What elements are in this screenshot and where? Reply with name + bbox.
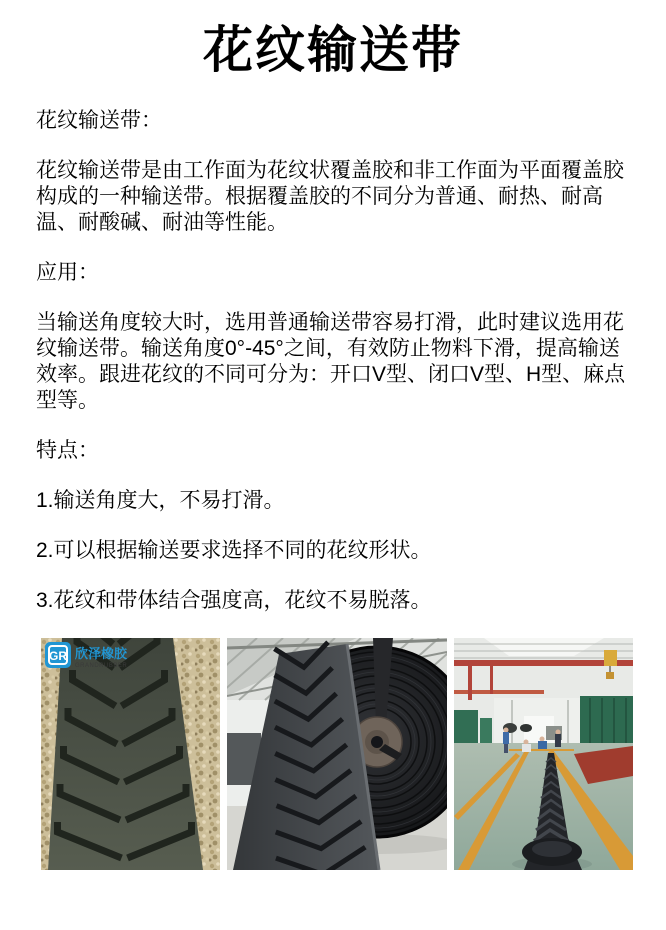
chevron-belt-illustration <box>41 638 220 870</box>
page-title: 花纹输送带 <box>203 22 463 78</box>
belt-roll-illustration <box>227 638 447 870</box>
product-photo-gallery <box>0 638 666 870</box>
feature-item-2: 2.可以根据输送要求选择不同的花纹形状。 <box>36 538 432 562</box>
features-heading: 特点： <box>36 438 99 462</box>
brand-logo <box>45 642 128 669</box>
photo-factory-floor-belt <box>454 638 633 870</box>
factory-floor-illustration <box>454 638 633 870</box>
application-paragraph: 当输送角度较大时，选用普通输送带容易打滑，此时建议选用花纹输送带。输送角度0°-45°之间，有效防止物料下滑，提高输送效率。跟进花纹的不同可分为：开口V型、闭口V型、H型、麻点型等。 <box>36 310 626 412</box>
feature-item-1: 1.输送角度大，不易打滑。 <box>36 488 285 512</box>
feature-item-3: 3.花纹和带体结合强度高，花纹不易脱落。 <box>36 588 432 612</box>
document-body <box>0 108 666 614</box>
intro-heading: 花纹输送带： <box>36 108 162 132</box>
brand-name-en: GRANDRUBBER <box>75 662 128 669</box>
photo-chevron-belt-closeup <box>41 638 220 870</box>
application-heading: 应用： <box>36 260 99 284</box>
photo-belt-roll-factory <box>227 638 447 870</box>
intro-paragraph: 花纹输送带是由工作面为花纹状覆盖胶和非工作面为平面覆盖胶构成的一种输送带。根据覆盖胶的不同分为普通、耐热、耐高温、耐酸碱、耐油等性能。 <box>36 158 624 234</box>
brand-name-cn: 欣泽橡胶 <box>75 645 128 661</box>
brand-monogram: GR <box>49 648 67 663</box>
